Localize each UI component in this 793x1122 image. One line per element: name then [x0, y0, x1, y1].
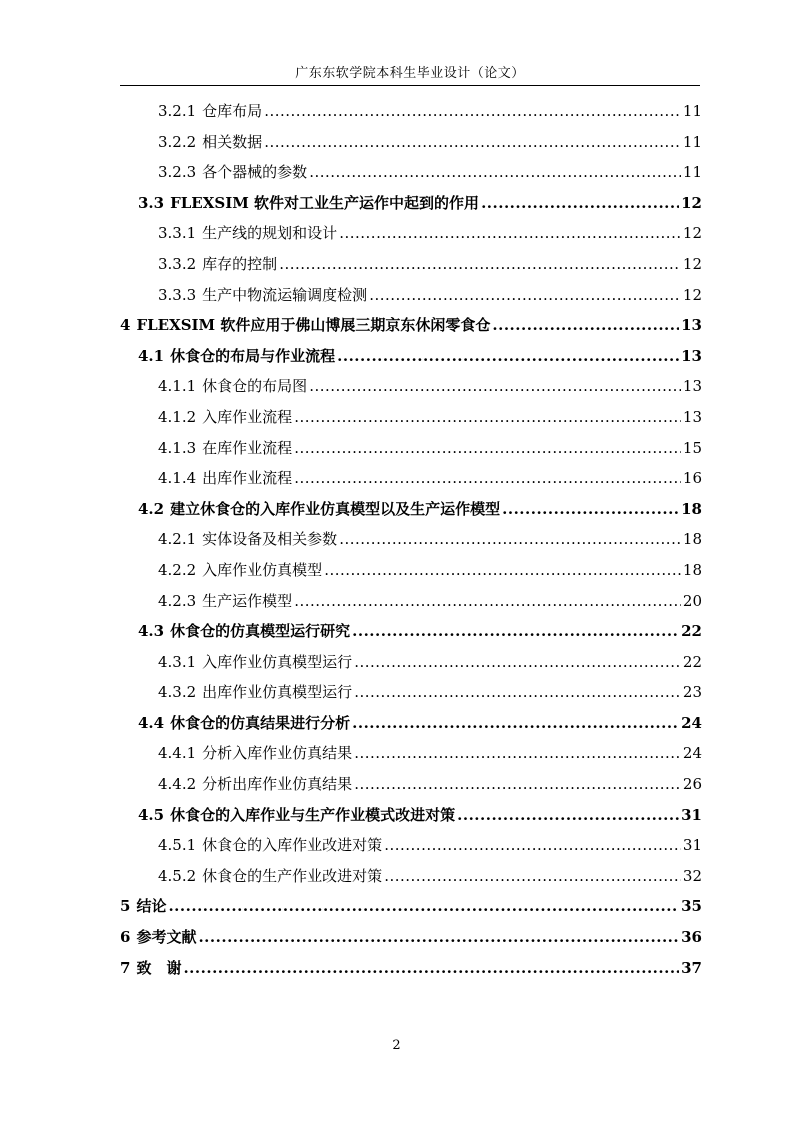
toc-entry-title: 生产运作模型 — [202, 591, 293, 610]
toc-dot-leader — [457, 800, 679, 831]
toc-entry-number: 3.2.3 — [158, 163, 197, 182]
table-of-contents — [120, 96, 702, 983]
toc-dot-leader — [309, 371, 681, 402]
toc-entry-number: 6 — [120, 928, 131, 947]
toc-entry-number: 4.1.2 — [158, 407, 197, 426]
toc-entry-number: 4.5.1 — [158, 836, 197, 855]
toc-entry-title: 休食仓的入库作业与生产作业模式改进对策 — [170, 805, 456, 824]
header-rule — [120, 85, 700, 86]
toc-dot-leader — [502, 494, 679, 525]
toc-entry-title: 入库作业仿真模型 — [202, 560, 323, 579]
toc-entry-page: 13 — [682, 377, 702, 396]
toc-entry-title: 相关数据 — [202, 132, 263, 151]
toc-entry[interactable] — [120, 738, 702, 769]
toc-dot-leader — [324, 555, 681, 586]
toc-entry[interactable] — [120, 96, 702, 127]
toc-dot-leader — [369, 280, 681, 311]
toc-entry-number: 4.2.3 — [158, 591, 197, 610]
toc-entry-number: 4.4.1 — [158, 744, 197, 763]
toc-dot-leader — [354, 738, 681, 769]
toc-entry-page: 23 — [682, 683, 702, 702]
toc-entry-number: 3.2.2 — [158, 132, 197, 151]
toc-dot-leader — [352, 616, 679, 647]
toc-entry-page: 12 — [682, 285, 702, 304]
toc-entry-page: 16 — [682, 469, 702, 488]
toc-entry[interactable] — [120, 616, 702, 647]
toc-entry-number: 3.3.3 — [158, 285, 197, 304]
toc-entry[interactable] — [120, 463, 702, 494]
toc-entry[interactable] — [120, 953, 702, 984]
toc-dot-leader — [337, 341, 679, 372]
toc-entry-page: 13 — [682, 407, 702, 426]
toc-entry-title: 致 谢 — [136, 958, 182, 977]
toc-entry-number: 4.4.2 — [158, 775, 197, 794]
toc-entry[interactable] — [120, 371, 702, 402]
toc-entry-title: 生产线的规划和设计 — [202, 224, 338, 243]
toc-entry-number: 4.2 — [138, 499, 165, 518]
toc-entry-page: 18 — [682, 560, 702, 579]
toc-entry-number: 4.5 — [138, 805, 165, 824]
toc-entry-number: 4.1.1 — [158, 377, 197, 396]
toc-entry-number: 7 — [120, 958, 131, 977]
toc-entry-title: 休食仓的生产作业改进对策 — [202, 866, 383, 885]
toc-entry[interactable] — [120, 494, 702, 525]
toc-entry-title: FLEXSIM 软件对工业生产运作中起到的作用 — [170, 193, 480, 212]
toc-entry-page: 31 — [682, 836, 702, 855]
toc-entry-title: 入库作业仿真模型运行 — [202, 652, 353, 671]
toc-entry[interactable] — [120, 677, 702, 708]
toc-entry-number: 4.5.2 — [158, 866, 197, 885]
toc-entry-title: 休食仓的入库作业改进对策 — [202, 836, 383, 855]
toc-dot-leader — [384, 830, 681, 861]
toc-entry-page: 12 — [682, 254, 702, 273]
page-header: 广东东软学院本科生毕业设计（论文） — [295, 66, 525, 81]
toc-entry-title: 生产中物流运输调度检测 — [202, 285, 368, 304]
toc-entry-title: 休食仓的仿真结果进行分析 — [170, 713, 351, 732]
toc-entry-number: 4 — [120, 316, 131, 335]
toc-entry-page: 31 — [681, 805, 702, 824]
toc-entry[interactable] — [120, 891, 702, 922]
toc-entry-page: 11 — [682, 132, 702, 151]
toc-entry[interactable] — [120, 586, 702, 617]
page-number: 2 — [392, 1038, 401, 1053]
toc-entry-number: 5 — [120, 897, 131, 916]
toc-entry[interactable] — [120, 524, 702, 555]
toc-entry[interactable] — [120, 218, 702, 249]
toc-entry[interactable] — [120, 647, 702, 678]
toc-entry-title: 建立休食仓的入库作业仿真模型以及生产运作模型 — [170, 499, 501, 518]
toc-dot-leader — [183, 953, 679, 984]
toc-entry-page: 36 — [681, 928, 702, 947]
toc-entry-page: 35 — [681, 897, 702, 916]
toc-dot-leader — [481, 188, 679, 219]
toc-entry[interactable] — [120, 249, 702, 280]
toc-entry-page: 15 — [682, 438, 702, 457]
toc-entry-title: 入库作业流程 — [202, 407, 293, 426]
toc-entry-number: 4.3 — [138, 622, 165, 641]
toc-entry-title: 仓库布局 — [202, 102, 263, 120]
toc-dot-leader — [294, 433, 681, 464]
toc-entry-page: 18 — [681, 499, 702, 518]
toc-dot-leader — [264, 127, 681, 158]
toc-dot-leader — [168, 891, 679, 922]
toc-entry-page: 13 — [681, 316, 702, 335]
toc-entry[interactable] — [120, 188, 702, 219]
toc-entry-title: 各个器械的参数 — [202, 163, 308, 182]
toc-entry[interactable] — [120, 157, 702, 188]
toc-entry[interactable] — [120, 555, 702, 586]
toc-dot-leader — [294, 463, 681, 494]
toc-entry-number: 4.2.2 — [158, 560, 197, 579]
toc-dot-leader — [354, 647, 681, 678]
toc-entry-number: 3.3.1 — [158, 224, 197, 243]
toc-entry-number: 3.3 — [138, 193, 165, 212]
toc-dot-leader — [339, 218, 681, 249]
toc-entry-title: FLEXSIM 软件应用于佛山博展三期京东休闲零食仓 — [136, 316, 491, 335]
toc-entry[interactable] — [120, 280, 702, 311]
toc-entry-page: 22 — [681, 622, 702, 641]
toc-entry-number: 4.1 — [138, 346, 165, 365]
toc-entry-title: 实体设备及相关参数 — [202, 530, 338, 549]
toc-entry-page: 18 — [682, 530, 702, 549]
toc-entry-title: 休食仓的仿真模型运行研究 — [170, 622, 351, 641]
toc-dot-leader — [294, 586, 681, 617]
toc-entry-page: 32 — [682, 866, 702, 885]
toc-entry[interactable] — [120, 708, 702, 739]
toc-entry-title: 休食仓的布局与作业流程 — [170, 346, 336, 365]
toc-entry-page: 24 — [681, 713, 702, 732]
toc-entry-title: 休食仓的布局图 — [202, 377, 308, 396]
toc-entry-title: 结论 — [136, 897, 167, 916]
toc-entry-title: 分析出库作业仿真结果 — [202, 775, 353, 794]
toc-entry-number: 3.2.1 — [158, 102, 197, 120]
toc-entry-title: 出库作业流程 — [202, 469, 293, 488]
toc-entry-page: 12 — [682, 224, 702, 243]
toc-entry-page: 37 — [681, 958, 702, 977]
toc-entry[interactable] — [120, 861, 702, 892]
toc-entry-page: 11 — [682, 163, 702, 182]
toc-entry-page: 20 — [682, 591, 702, 610]
toc-dot-leader — [352, 708, 679, 739]
toc-entry-page: 11 — [682, 102, 702, 120]
toc-dot-leader — [264, 96, 681, 127]
toc-entry-page: 12 — [681, 193, 702, 212]
toc-entry-page: 24 — [682, 744, 702, 763]
toc-dot-leader — [309, 157, 681, 188]
toc-entry-title: 出库作业仿真模型运行 — [202, 683, 353, 702]
toc-entry-number: 4.4 — [138, 713, 165, 732]
toc-entry[interactable] — [120, 310, 702, 341]
toc-entry-title: 分析入库作业仿真结果 — [202, 744, 353, 763]
toc-entry[interactable] — [120, 830, 702, 861]
toc-dot-leader — [354, 677, 681, 708]
toc-dot-leader — [492, 310, 679, 341]
toc-entry-title: 在库作业流程 — [202, 438, 293, 457]
toc-entry-page: 22 — [682, 652, 702, 671]
toc-dot-leader — [384, 861, 681, 892]
toc-entry-number: 4.2.1 — [158, 530, 197, 549]
toc-dot-leader — [354, 769, 681, 800]
toc-entry-number: 3.3.2 — [158, 254, 197, 273]
toc-entry[interactable] — [120, 922, 702, 953]
toc-entry-number: 4.3.1 — [158, 652, 197, 671]
toc-entry-number: 4.1.4 — [158, 469, 197, 488]
toc-entry-number: 4.3.2 — [158, 683, 197, 702]
toc-entry-number: 4.1.3 — [158, 438, 197, 457]
toc-entry[interactable] — [120, 769, 702, 800]
toc-entry[interactable] — [120, 800, 702, 831]
toc-entry[interactable] — [120, 341, 702, 372]
toc-entry[interactable] — [120, 433, 702, 464]
toc-dot-leader — [294, 402, 681, 433]
toc-dot-leader — [339, 524, 681, 555]
toc-entry-page: 26 — [682, 775, 702, 794]
toc-entry[interactable] — [120, 127, 702, 158]
toc-entry-title: 库存的控制 — [202, 254, 278, 273]
toc-entry[interactable] — [120, 402, 702, 433]
toc-dot-leader — [198, 922, 679, 953]
toc-entry-title: 参考文献 — [136, 928, 197, 947]
toc-dot-leader — [279, 249, 681, 280]
toc-entry-page: 13 — [681, 346, 702, 365]
